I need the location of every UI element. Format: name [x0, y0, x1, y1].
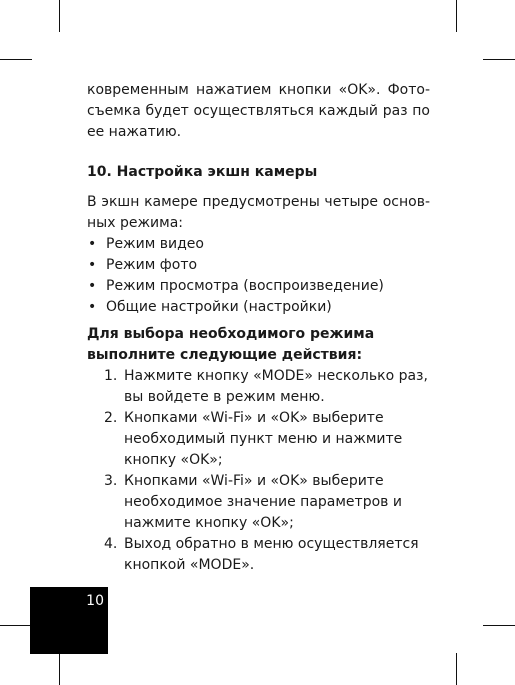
crop-mark-top-right: [456, 0, 457, 32]
step-text: Кнопками «Wi-Fi» и «OK» выберите необходимый пункт меню и нажмите кнопку «OK»;: [124, 410, 403, 468]
steps-list: [87, 366, 430, 576]
crop-mark-right-top: [483, 59, 515, 60]
list-item-text: Режим просмотра (воспроизведение): [106, 278, 384, 294]
page-number-tab: [30, 587, 108, 654]
step-item: [87, 471, 430, 534]
step-item: [87, 408, 430, 471]
bullet-icon: •: [88, 257, 97, 273]
step-text: Нажмите кнопку «MODE» несколько раз, вы войдете в режим меню.: [124, 368, 428, 405]
step-number: 2.: [104, 410, 118, 426]
step-number: 3.: [104, 473, 118, 489]
crop-mark-bottom-right: [456, 653, 457, 685]
section-intro: В экшн камере предусмотрены четыре основ-ных режима:: [87, 194, 430, 231]
step-text: Кнопками «Wi-Fi» и «OK» выберите необходимое значение параметров и нажмите кнопку «OK»;: [124, 473, 402, 531]
page-content: [87, 80, 430, 576]
list-item: [87, 234, 430, 255]
crop-mark-left-top: [0, 59, 32, 60]
step-number: 4.: [104, 536, 118, 552]
list-item: [87, 297, 430, 318]
page-number: 10: [86, 593, 104, 609]
bullet-icon: •: [88, 299, 97, 315]
bullet-icon: •: [88, 278, 97, 294]
intro-paragraph: ковременным нажатием кнопки «OK». Фото-съемка будет осуществляться каждый раз по ее нажатию.: [87, 82, 430, 140]
modes-list: [87, 234, 430, 318]
step-item: [87, 534, 430, 576]
crop-mark-right-bottom: [483, 625, 515, 626]
crop-mark-left-bottom: [0, 625, 32, 626]
list-item: [87, 276, 430, 297]
list-item-text: Общие настройки (настройки): [106, 299, 332, 315]
section-heading: 10. Настройка экшн камеры: [87, 164, 318, 180]
list-item: [87, 255, 430, 276]
bullet-icon: •: [88, 236, 97, 252]
list-item-text: Режим фото: [106, 257, 198, 273]
step-text: Выход обратно в меню осуществляется кнопкой «MODE».: [124, 536, 419, 573]
instructions-heading-line: выполните следующие действия:: [87, 347, 363, 363]
instructions-heading: [87, 324, 430, 366]
step-number: 1.: [104, 368, 118, 384]
crop-mark-top-left: [59, 0, 60, 32]
list-item-text: Режим видео: [106, 236, 204, 252]
step-item: [87, 366, 430, 408]
crop-mark-bottom-left: [59, 653, 60, 685]
instructions-heading-line: Для выбора необходимого режима: [87, 326, 375, 342]
